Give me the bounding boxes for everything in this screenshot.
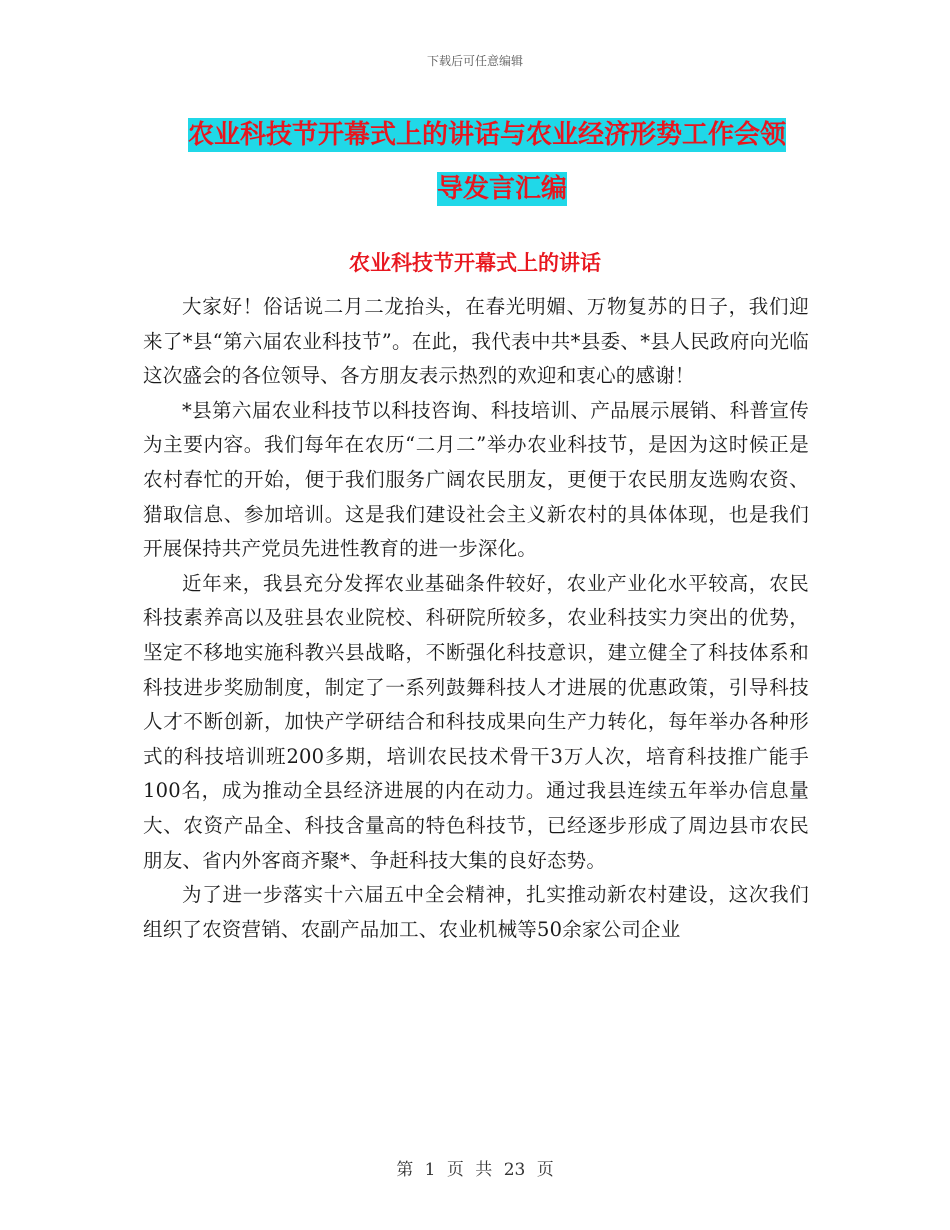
document-title: [188, 108, 808, 216]
paragraph: 为了进一步落实十六届五中全会精神，扎实推动新农村建设，这次我们组织了农资营销、农副产品加工、农业机械等50余家公司企业: [143, 883, 809, 941]
paragraph: 近年来，我县充分发挥农业基础条件较好，农业产业化水平较高，农民科技素养高以及驻县农业院校、科研院所较多，农业科技实力突出的优势，坚定不移地实施科教兴县战略，不断强化科技意识，建立健全了科技体系和科技进步奖励制度，制定了一系列鼓舞科技人才进展的优惠政策，引导科技人才不断创新，加快产学研结合和科技成果向生产力转化，每年举办各种形式的科技培训班200多期，培训农民技术骨干3万人次，培育科技推广能手100名，成为推动全县经济进展的内在动力。通过我县连续五年举办信息量大、农资产品全、科技含量高的特色科技节，已经逐步形成了周边县市农民朋友、省内外客商齐聚*、争赶科技大集的良好态势。: [143, 571, 809, 872]
paragraph: 大家好！俗话说二月二龙抬头，在春光明媚、万物复苏的日子，我们迎来了*县“第六届农业科技节”。在此，我代表中共*县委、*县人民政府向光临这次盛会的各位领导、各方朋友表示热烈的欢迎和衷心的感谢！: [143, 295, 809, 388]
body-text: [143, 290, 809, 947]
header-note: 下载后可任意编辑: [426, 54, 523, 68]
title-line-2: 导发言汇编: [436, 174, 567, 204]
section-heading: 农业科技节开幕式上的讲话: [349, 251, 601, 275]
title-line-1: 农业科技节开幕式上的讲话与农业经济形势工作会领: [188, 120, 787, 150]
page-number-footer: 第 1 页 共 23 页: [396, 1160, 554, 1180]
paragraph: *县第六届农业科技节以科技咨询、科技培训、产品展示展销、科普宣传为主要内容。我们每年在农历“二月二”举办农业科技节，是因为这时候正是农村春忙的开始，便于我们服务广阔农民朋友，更便于农民朋友选购农资、猎取信息、参加培训。这是我们建设社会主义新农村的具体体现，也是我们开展保持共产党员先进性教育的进一步深化。: [143, 398, 809, 561]
